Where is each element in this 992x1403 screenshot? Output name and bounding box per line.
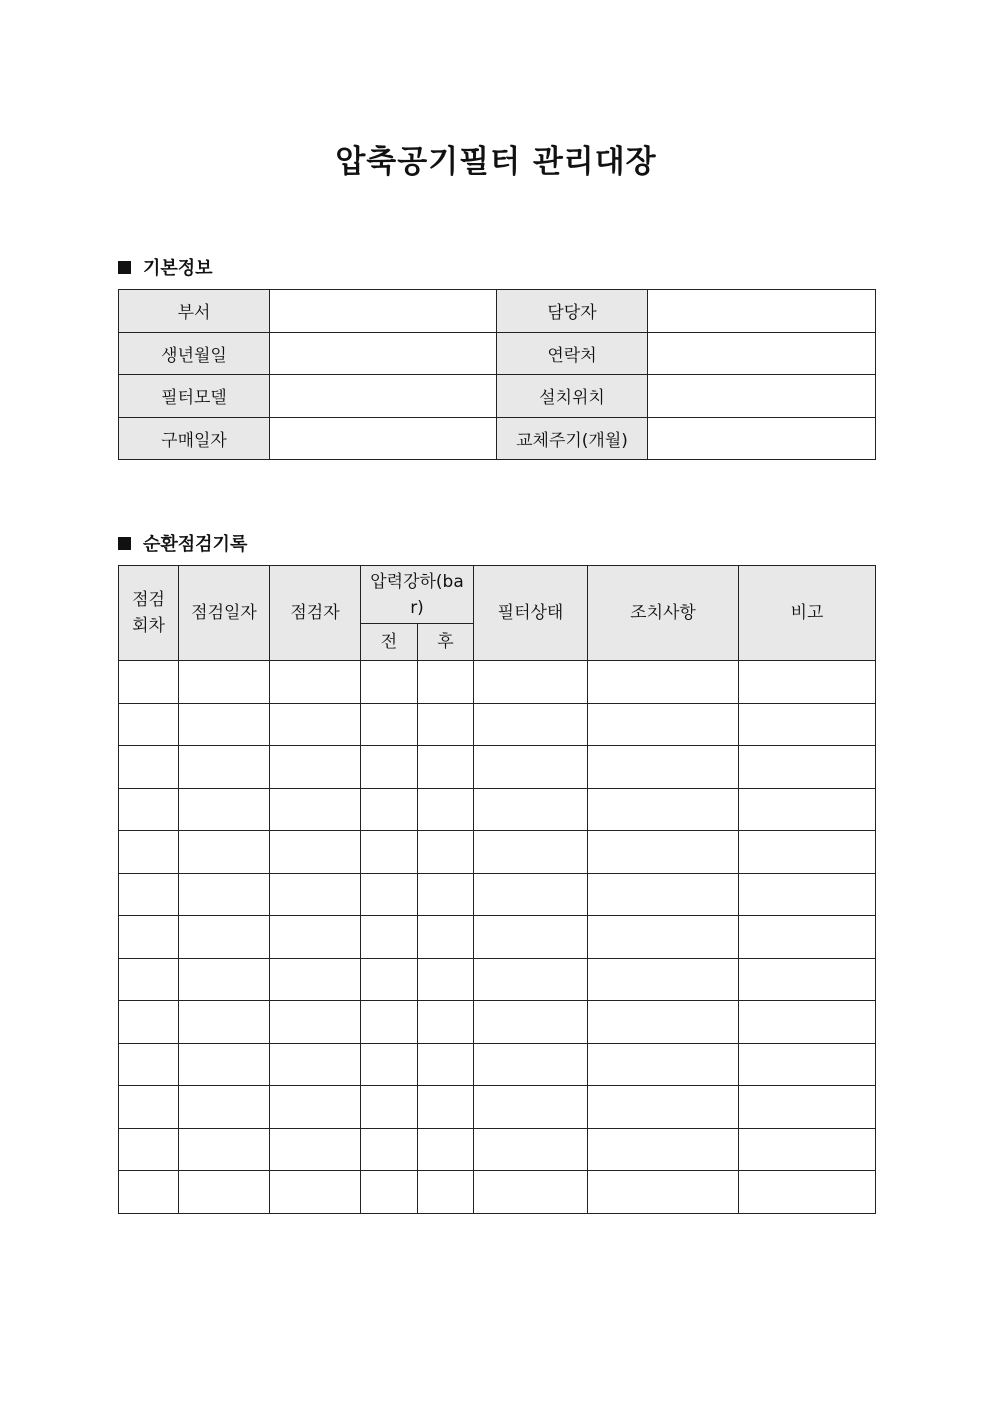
header-remarks: 비고 bbox=[739, 566, 876, 661]
cell-filter-status[interactable] bbox=[474, 1086, 588, 1129]
basic-info-heading-label: 기본정보 bbox=[143, 258, 213, 279]
cell-after[interactable] bbox=[418, 873, 474, 916]
table-row bbox=[119, 831, 876, 874]
cell-before[interactable] bbox=[361, 873, 418, 916]
cell-remarks[interactable] bbox=[739, 788, 876, 831]
table-row bbox=[119, 1001, 876, 1044]
header-pressure-drop: 압력강하(bar) bbox=[361, 566, 474, 624]
cell-round[interactable] bbox=[119, 703, 179, 746]
cell-inspector[interactable] bbox=[270, 746, 361, 789]
cell-before[interactable] bbox=[361, 746, 418, 789]
cell-after[interactable] bbox=[418, 703, 474, 746]
cell-action[interactable] bbox=[588, 1128, 739, 1171]
basic-info-row bbox=[119, 332, 876, 375]
cell-remarks[interactable] bbox=[739, 1043, 876, 1086]
cell-remarks[interactable] bbox=[739, 1171, 876, 1214]
cell-action[interactable] bbox=[588, 1171, 739, 1214]
cell-before[interactable] bbox=[361, 1043, 418, 1086]
header-round bbox=[119, 566, 179, 661]
field-label-purchase-date: 구매일자 bbox=[119, 417, 270, 460]
cell-after[interactable] bbox=[418, 958, 474, 1001]
cell-remarks[interactable] bbox=[739, 958, 876, 1001]
cell-inspector[interactable] bbox=[270, 916, 361, 959]
header-before: 전 bbox=[361, 624, 418, 661]
cell-filter-status[interactable] bbox=[474, 873, 588, 916]
header-inspector: 점검자 bbox=[270, 566, 361, 661]
cell-remarks[interactable] bbox=[739, 831, 876, 874]
cell-action[interactable] bbox=[588, 831, 739, 874]
cell-after[interactable] bbox=[418, 1043, 474, 1086]
cell-after[interactable] bbox=[418, 1001, 474, 1044]
cell-inspector[interactable] bbox=[270, 703, 361, 746]
cell-action[interactable] bbox=[588, 788, 739, 831]
square-bullet-icon bbox=[118, 261, 131, 274]
cell-inspector[interactable] bbox=[270, 1128, 361, 1171]
cell-inspector[interactable] bbox=[270, 1086, 361, 1129]
cell-remarks[interactable] bbox=[739, 873, 876, 916]
record-header-row bbox=[119, 566, 876, 624]
table-row bbox=[119, 1086, 876, 1129]
cell-inspector[interactable] bbox=[270, 788, 361, 831]
cell-after[interactable] bbox=[418, 746, 474, 789]
cell-action[interactable] bbox=[588, 746, 739, 789]
cell-before[interactable] bbox=[361, 958, 418, 1001]
cell-date[interactable] bbox=[179, 1043, 270, 1086]
field-value-department[interactable] bbox=[270, 290, 497, 333]
cell-filter-status[interactable] bbox=[474, 661, 588, 704]
cell-before[interactable] bbox=[361, 1086, 418, 1129]
cell-date[interactable] bbox=[179, 746, 270, 789]
cell-round[interactable] bbox=[119, 916, 179, 959]
cell-remarks[interactable] bbox=[739, 703, 876, 746]
cell-round[interactable] bbox=[119, 1128, 179, 1171]
header-round-line1: 점검 bbox=[132, 590, 165, 610]
basic-info-row bbox=[119, 290, 876, 333]
cell-date[interactable] bbox=[179, 1086, 270, 1129]
field-value-manager[interactable] bbox=[648, 290, 876, 333]
cell-before[interactable] bbox=[361, 831, 418, 874]
cell-action[interactable] bbox=[588, 1043, 739, 1086]
field-label-manager: 담당자 bbox=[497, 290, 648, 333]
field-label-install-location: 설치위치 bbox=[497, 375, 648, 418]
cell-before[interactable] bbox=[361, 1171, 418, 1214]
field-value-install-location[interactable] bbox=[648, 375, 876, 418]
cell-round[interactable] bbox=[119, 661, 179, 704]
table-row bbox=[119, 788, 876, 831]
header-round-line2: 회차 bbox=[132, 616, 165, 636]
field-value-filter-model[interactable] bbox=[270, 375, 497, 418]
document-title: 압축공기필터 관리대장 bbox=[335, 144, 657, 180]
header-date: 점검일자 bbox=[179, 566, 270, 661]
cell-remarks[interactable] bbox=[739, 1128, 876, 1171]
cell-date[interactable] bbox=[179, 703, 270, 746]
cell-before[interactable] bbox=[361, 788, 418, 831]
cell-remarks[interactable] bbox=[739, 916, 876, 959]
header-action: 조치사항 bbox=[588, 566, 739, 661]
cell-round[interactable] bbox=[119, 1001, 179, 1044]
cell-after[interactable] bbox=[418, 788, 474, 831]
table-row bbox=[119, 661, 876, 704]
cell-action[interactable] bbox=[588, 703, 739, 746]
cell-before[interactable] bbox=[361, 1128, 418, 1171]
square-bullet-icon bbox=[118, 537, 131, 550]
cell-before[interactable] bbox=[361, 916, 418, 959]
cell-date[interactable] bbox=[179, 1001, 270, 1044]
header-filter-status: 필터상태 bbox=[474, 566, 588, 661]
cell-filter-status[interactable] bbox=[474, 1171, 588, 1214]
cell-inspector[interactable] bbox=[270, 873, 361, 916]
table-row bbox=[119, 873, 876, 916]
cell-date[interactable] bbox=[179, 873, 270, 916]
header-after: 후 bbox=[418, 624, 474, 661]
cell-filter-status[interactable] bbox=[474, 1001, 588, 1044]
cell-filter-status[interactable] bbox=[474, 831, 588, 874]
cell-action[interactable] bbox=[588, 1001, 739, 1044]
cell-filter-status[interactable] bbox=[474, 916, 588, 959]
cell-action[interactable] bbox=[588, 916, 739, 959]
cell-date[interactable] bbox=[179, 958, 270, 1001]
cell-filter-status[interactable] bbox=[474, 1043, 588, 1086]
field-value-contact[interactable] bbox=[648, 332, 876, 375]
cell-after[interactable] bbox=[418, 1086, 474, 1129]
inspection-record-heading-label: 순환점검기록 bbox=[143, 534, 248, 555]
table-row bbox=[119, 746, 876, 789]
basic-info-row bbox=[119, 375, 876, 418]
cell-date[interactable] bbox=[179, 1128, 270, 1171]
inspection-record-heading bbox=[118, 530, 247, 556]
record-body bbox=[119, 661, 876, 1214]
cell-before[interactable] bbox=[361, 661, 418, 704]
cell-round[interactable] bbox=[119, 746, 179, 789]
cell-filter-status[interactable] bbox=[474, 958, 588, 1001]
cell-before[interactable] bbox=[361, 703, 418, 746]
cell-after[interactable] bbox=[418, 916, 474, 959]
cell-inspector[interactable] bbox=[270, 1043, 361, 1086]
cell-date[interactable] bbox=[179, 788, 270, 831]
cell-after[interactable] bbox=[418, 1171, 474, 1214]
cell-remarks[interactable] bbox=[739, 1086, 876, 1129]
field-label-department: 부서 bbox=[119, 290, 270, 333]
inspection-record-table bbox=[118, 565, 876, 1214]
cell-round[interactable] bbox=[119, 1086, 179, 1129]
cell-inspector[interactable] bbox=[270, 1001, 361, 1044]
cell-inspector[interactable] bbox=[270, 661, 361, 704]
cell-date[interactable] bbox=[179, 831, 270, 874]
basic-info-heading bbox=[118, 254, 213, 280]
field-value-purchase-date[interactable] bbox=[270, 417, 497, 460]
cell-action[interactable] bbox=[588, 1086, 739, 1129]
table-row bbox=[119, 703, 876, 746]
table-row bbox=[119, 1171, 876, 1214]
cell-round[interactable] bbox=[119, 1171, 179, 1214]
cell-date[interactable] bbox=[179, 916, 270, 959]
cell-inspector[interactable] bbox=[270, 1171, 361, 1214]
cell-after[interactable] bbox=[418, 661, 474, 704]
table-row bbox=[119, 916, 876, 959]
cell-after[interactable] bbox=[418, 1128, 474, 1171]
cell-date[interactable] bbox=[179, 1171, 270, 1214]
cell-filter-status[interactable] bbox=[474, 703, 588, 746]
table-row bbox=[119, 1043, 876, 1086]
field-value-replace-cycle[interactable] bbox=[648, 417, 876, 460]
cell-round[interactable] bbox=[119, 958, 179, 1001]
table-row bbox=[119, 1128, 876, 1171]
cell-filter-status[interactable] bbox=[474, 788, 588, 831]
cell-inspector[interactable] bbox=[270, 958, 361, 1001]
cell-action[interactable] bbox=[588, 873, 739, 916]
cell-round[interactable] bbox=[119, 1043, 179, 1086]
cell-remarks[interactable] bbox=[739, 1001, 876, 1044]
cell-after[interactable] bbox=[418, 831, 474, 874]
cell-remarks[interactable] bbox=[739, 746, 876, 789]
basic-info-table bbox=[118, 289, 876, 460]
cell-filter-status[interactable] bbox=[474, 1128, 588, 1171]
cell-before[interactable] bbox=[361, 1001, 418, 1044]
cell-action[interactable] bbox=[588, 661, 739, 704]
field-label-contact: 연락처 bbox=[497, 332, 648, 375]
basic-info-row bbox=[119, 417, 876, 460]
field-value-birthdate[interactable] bbox=[270, 332, 497, 375]
cell-round[interactable] bbox=[119, 873, 179, 916]
cell-round[interactable] bbox=[119, 788, 179, 831]
field-label-filter-model: 필터모델 bbox=[119, 375, 270, 418]
field-label-replace-cycle: 교체주기(개월) bbox=[497, 417, 648, 460]
cell-date[interactable] bbox=[179, 661, 270, 704]
cell-action[interactable] bbox=[588, 958, 739, 1001]
field-label-birthdate: 생년월일 bbox=[119, 332, 270, 375]
table-row bbox=[119, 958, 876, 1001]
cell-round[interactable] bbox=[119, 831, 179, 874]
cell-filter-status[interactable] bbox=[474, 746, 588, 789]
cell-remarks[interactable] bbox=[739, 661, 876, 704]
cell-inspector[interactable] bbox=[270, 831, 361, 874]
